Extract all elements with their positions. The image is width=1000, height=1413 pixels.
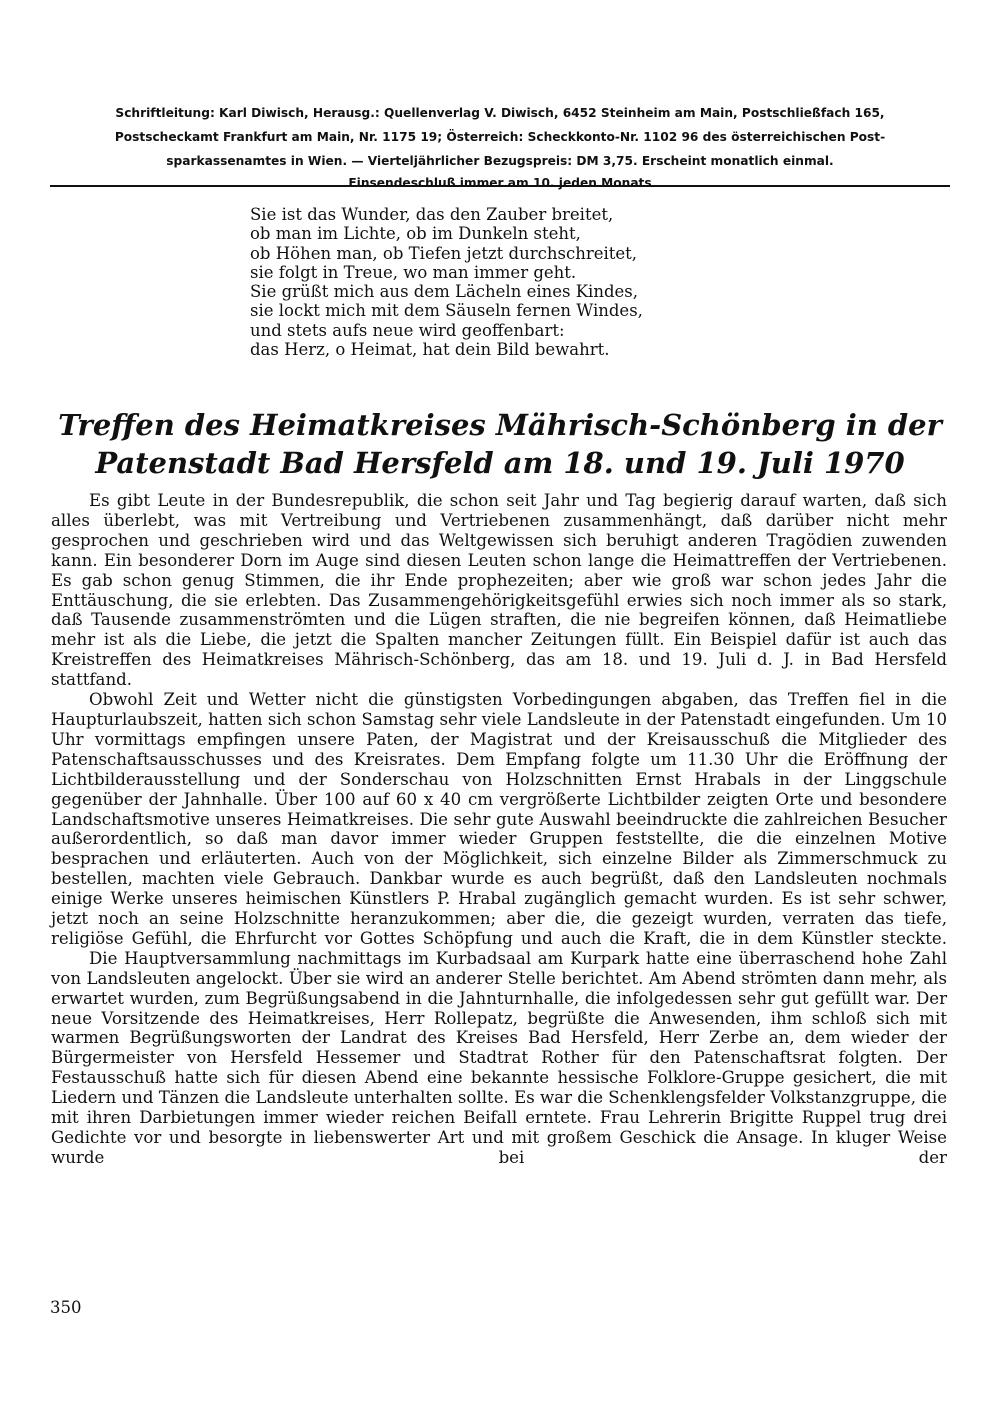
masthead-line: Einsendeschluß immer am 10. jeden Monats: [348, 176, 652, 190]
poem-line: Sie grüßt mich aus dem Lächeln eines Kindes,: [250, 282, 638, 302]
article-body: [51, 491, 947, 1168]
poem-line: Sie ist das Wunder, das den Zauber breitet,: [250, 205, 614, 224]
article-title: [30, 406, 970, 482]
masthead-line: Postscheckamt Frankfurt am Main, Nr. 1175 19; Österreich: Scheckkonto-Nr. 1102 96 des österreichischen Post-: [114, 130, 886, 144]
poem-line: ob man im Lichte, ob im Dunkeln steht,: [250, 224, 581, 244]
poem-line: ob Höhen man, ob Tiefen jetzt durchschreitet,: [250, 243, 638, 263]
poem-line: und stets aufs neue wird geoffenbart:: [250, 320, 565, 340]
article-title-line-2: Patenstadt Bad Hersfeld am 18. und 19. Juli 1970: [95, 446, 905, 480]
article-paragraph: Es gibt Leute in der Bundesrepublik, die schon seit Jahr und Tag begierig darauf warten, daß sich alles überlebt, was mit Vertreibung und Vertriebenen zusammenhängt, daß darüber nicht mehr gesprochen und geschrieben wird und das Weltgewissen sich beruhigt anderen Tragödien zuwenden kann. Ein besonderer Dorn im Auge sind diesen Leuten schon lange die Heimattreffen der Vertriebenen. Es gab schon genug Stimmen, die ihr Ende prophezeiten; aber wie groß war schon jedes Jahr die Enttäuschung, die sie erlebten. Das Zusammengehörigkeitsgefühl erwies sich noch immer als so stark, daß Tausende zusammenströmten und die Lügen straften, die nie begreifen können, daß Heimatliebe mehr ist als die Liebe, die jetzt die Spalten mancher Zeitungen füllt. Ein Beispiel dafür ist auch das Kreistreffen des Heimatkreises Mährisch-Schönberg, das am 18. und 19. Juli d. J. in Bad Hersfeld stattfand.: [51, 491, 947, 690]
article-paragraph: Obwohl Zeit und Wetter nicht die günstigsten Vorbedingungen abgaben, das Treffen fiel in die Haupturlaubszeit, hatten sich schon Samstag sehr viele Landsleute in der Patenstadt eingefunden. Um 10 Uhr vormittags empfingen unsere Paten, der Magistrat und der Kreisausschuß die Mitglieder des Patenschaftsausschusses und des Kreisrates. Dem Empfang folgte um 11.30 Uhr die Eröffnung der Lichtbilderausstellung und der Sonderschau von Holzschnitten Ernst Hrabals in der Linggschule gegenüber der Jahnhalle. Über 100 auf 60 x 40 cm vergrößerte Lichtbilder zeigten Orte und besondere Landschaftsmotive unseres Heimatkreises. Die sehr gute Auswahl beeindruckte die zahlreichen Besucher außerordentlich, so daß man davor immer wieder Gruppen feststellte, die die einzelnen Motive besprachen und erläuterten. Auch von der Möglichkeit, sich einzelne Bilder als Zimmerschmuck zu bestellen, machten viele Gebrauch. Dankbar wurde es auch begrüßt, daß den Landsleuten nochmals einige Werke unseres heimischen Künstlers P. Hrabal zugänglich gemacht wurden. Es ist sehr schwer, jetzt noch an seine Holzschnitte heranzukommen; aber die, die gezeigt wurden, verraten das tiefe, religiöse Gefühl, die Ehrfurcht vor Gottes Schöpfung und auch die Kraft, die in dem Künstler steckte.: [51, 690, 947, 948]
poem: [250, 205, 850, 359]
article-paragraph: Die Hauptversammlung nachmittags im Kurbadsaal am Kurpark hatte eine überraschend hohe Zahl von Landsleuten angelockt. Über sie wird an anderer Stelle berichtet. Am Abend strömten dann mehr, als erwartet wurden, zum Begrüßungsabend in die Jahnturnhalle, die infolgedessen sehr gut gefüllt war. Der neue Vorsitzende des Heimatkreises, Herr Rollepatz, begrüßte die Anwesenden, ihm schloß sich mit warmen Begrüßungsworten der Landrat des Kreises Bad Hersfeld, Herr Zerbe an, dem wieder der Bürgermeister von Hersfeld Hessemer und Stadtrat Rother für den Patenschaftsrat folgten. Der Festausschuß hatte sich für diesen Abend eine bekannte hessische Folklore-Gruppe gesichert, die mit Liedern und Tänzen die Landsleute unterhalten sollte. Es war die Schenklengsfelder Volkstanzgruppe, die mit ihren Darbietungen immer wieder reichen Beifall erntete. Frau Lehrerin Brigitte Ruppel trug drei Gedichte vor und besorgte in liebenswerter Art und mit großem Geschick die Ansage. In kluger Weise wurde bei der: [51, 948, 948, 1167]
poem-line: sie folgt in Treue, wo man immer geht.: [250, 262, 577, 282]
poem-line: sie lockt mich mit dem Säuseln fernen Windes,: [250, 301, 643, 321]
masthead-line: Schriftleitung: Karl Diwisch, Herausg.: Quellenverlag V. Diwisch, 6452 Steinheim am Main, Postschließfach 165,: [115, 106, 885, 120]
masthead: [50, 101, 950, 193]
page-number: 350: [50, 1298, 82, 1317]
masthead-divider: [50, 185, 950, 187]
masthead-line: sparkassenamtes in Wien. — Vierteljährlicher Bezugspreis: DM 3,75. Erscheint monatlich einmal.: [166, 154, 834, 168]
article-title-line-1: Treffen des Heimatkreises Mährisch-Schönberg in der: [58, 408, 942, 442]
poem-line: das Herz, o Heimat, hat dein Bild bewahrt.: [250, 340, 610, 360]
